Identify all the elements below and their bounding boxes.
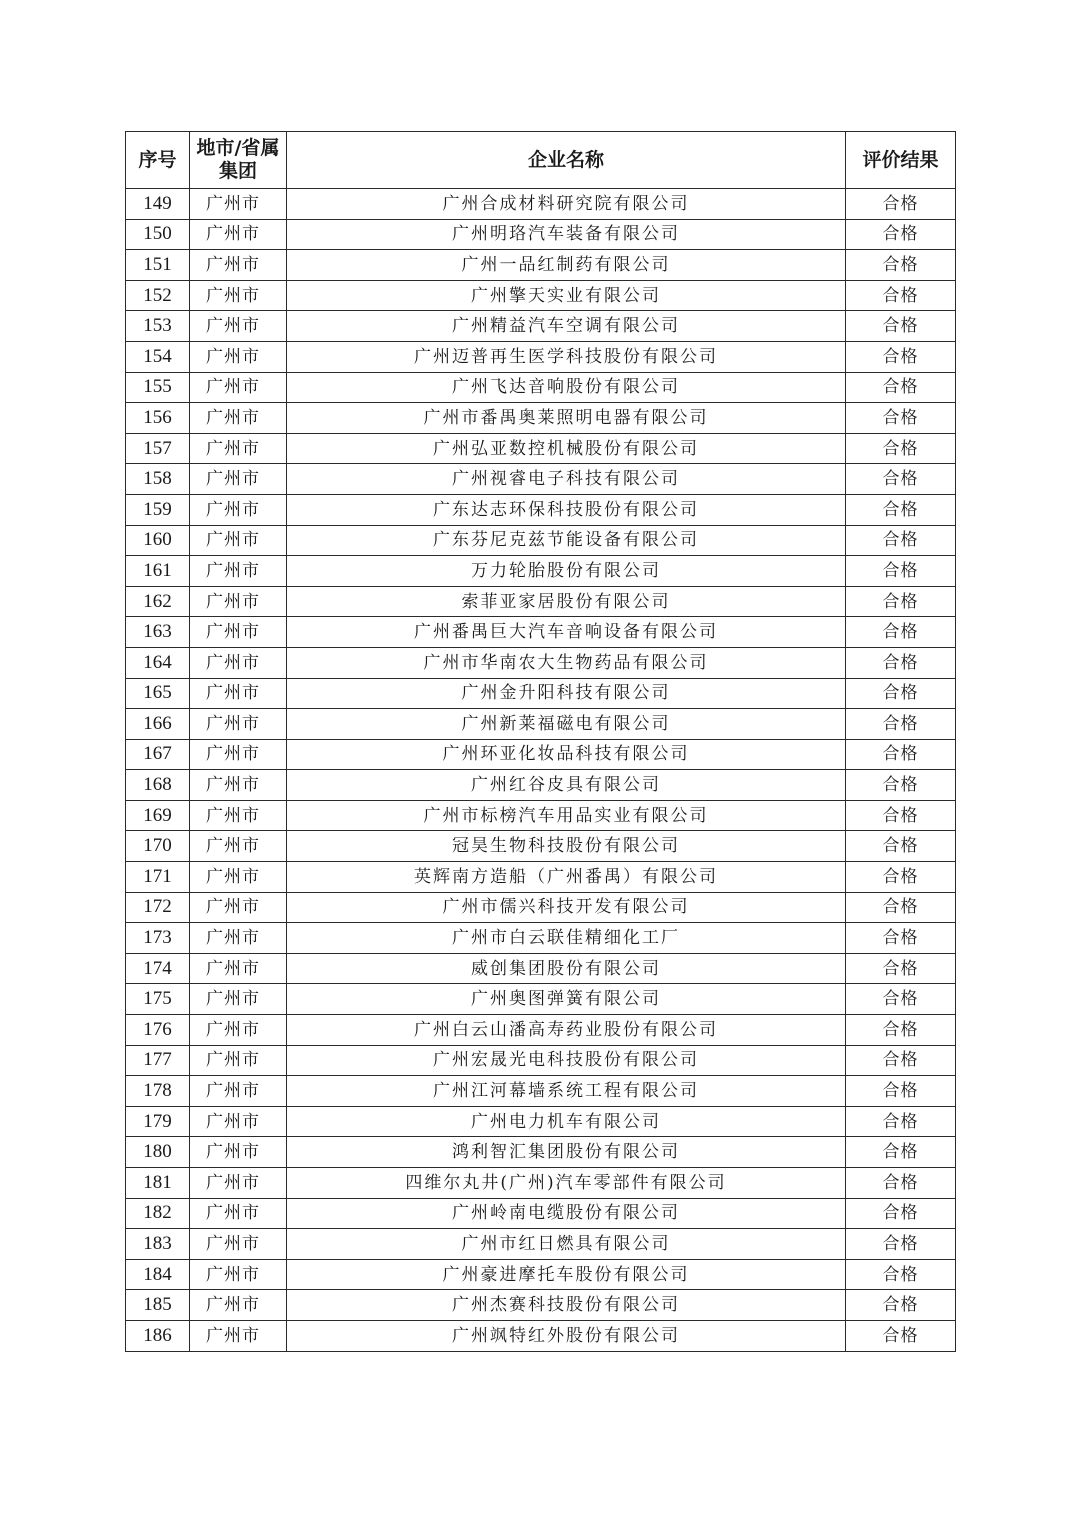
cell-num: 158 bbox=[126, 464, 190, 495]
table-row bbox=[126, 862, 956, 893]
cell-enterprise-name: 广州奥图弹簧有限公司 bbox=[287, 984, 846, 1015]
cell-num: 186 bbox=[126, 1320, 190, 1351]
table-row bbox=[126, 311, 956, 342]
cell-num: 167 bbox=[126, 739, 190, 770]
cell-enterprise-name: 广东芬尼克兹节能设备有限公司 bbox=[287, 525, 846, 556]
cell-enterprise-name: 广州宏晟光电科技股份有限公司 bbox=[287, 1045, 846, 1076]
enterprise-evaluation-table bbox=[125, 131, 956, 1352]
cell-result: 合格 bbox=[846, 525, 956, 556]
cell-city: 广州市 bbox=[190, 1259, 287, 1290]
table-row bbox=[126, 831, 956, 862]
cell-result: 合格 bbox=[846, 311, 956, 342]
cell-num: 175 bbox=[126, 984, 190, 1015]
cell-num: 155 bbox=[126, 372, 190, 403]
cell-enterprise-name: 四维尔丸井(广州)汽车零部件有限公司 bbox=[287, 1168, 846, 1199]
table-row bbox=[126, 1076, 956, 1107]
cell-city: 广州市 bbox=[190, 953, 287, 984]
cell-num: 170 bbox=[126, 831, 190, 862]
table-row bbox=[126, 250, 956, 281]
cell-enterprise-name: 广州弘亚数控机械股份有限公司 bbox=[287, 433, 846, 464]
table-row bbox=[126, 494, 956, 525]
cell-city: 广州市 bbox=[190, 862, 287, 893]
cell-num: 176 bbox=[126, 1015, 190, 1046]
cell-city: 广州市 bbox=[190, 1229, 287, 1260]
table-row bbox=[126, 280, 956, 311]
cell-num: 181 bbox=[126, 1168, 190, 1199]
table-row bbox=[126, 433, 956, 464]
cell-enterprise-name: 广州精益汽车空调有限公司 bbox=[287, 311, 846, 342]
cell-city: 广州市 bbox=[190, 678, 287, 709]
table-row bbox=[126, 1320, 956, 1351]
cell-enterprise-name: 广州环亚化妆品科技有限公司 bbox=[287, 739, 846, 770]
cell-enterprise-name: 广州新莱福磁电有限公司 bbox=[287, 709, 846, 740]
cell-city: 广州市 bbox=[190, 1320, 287, 1351]
table-row bbox=[126, 1229, 956, 1260]
cell-num: 161 bbox=[126, 556, 190, 587]
cell-num: 182 bbox=[126, 1198, 190, 1229]
cell-enterprise-name: 万力轮胎股份有限公司 bbox=[287, 556, 846, 587]
cell-result: 合格 bbox=[846, 433, 956, 464]
cell-enterprise-name: 广州市番禺奥莱照明电器有限公司 bbox=[287, 403, 846, 434]
cell-city: 广州市 bbox=[190, 586, 287, 617]
cell-result: 合格 bbox=[846, 831, 956, 862]
cell-result: 合格 bbox=[846, 892, 956, 923]
cell-result: 合格 bbox=[846, 1045, 956, 1076]
cell-enterprise-name: 广州迈普再生医学科技股份有限公司 bbox=[287, 341, 846, 372]
cell-result: 合格 bbox=[846, 984, 956, 1015]
header-city: 地市/省属集团 bbox=[190, 132, 287, 189]
cell-enterprise-name: 广州明珞汽车装备有限公司 bbox=[287, 219, 846, 250]
cell-result: 合格 bbox=[846, 678, 956, 709]
cell-result: 合格 bbox=[846, 250, 956, 281]
cell-city: 广州市 bbox=[190, 1137, 287, 1168]
cell-city: 广州市 bbox=[190, 647, 287, 678]
table-row bbox=[126, 586, 956, 617]
cell-enterprise-name: 广州市红日燃具有限公司 bbox=[287, 1229, 846, 1260]
table-header bbox=[126, 132, 956, 189]
cell-num: 160 bbox=[126, 525, 190, 556]
cell-num: 173 bbox=[126, 923, 190, 954]
cell-num: 184 bbox=[126, 1259, 190, 1290]
cell-enterprise-name: 广东达志环保科技股份有限公司 bbox=[287, 494, 846, 525]
cell-num: 159 bbox=[126, 494, 190, 525]
cell-enterprise-name: 广州合成材料研究院有限公司 bbox=[287, 189, 846, 220]
cell-result: 合格 bbox=[846, 1015, 956, 1046]
cell-city: 广州市 bbox=[190, 800, 287, 831]
cell-result: 合格 bbox=[846, 464, 956, 495]
cell-enterprise-name: 广州岭南电缆股份有限公司 bbox=[287, 1198, 846, 1229]
cell-enterprise-name: 广州飒特红外股份有限公司 bbox=[287, 1320, 846, 1351]
cell-result: 合格 bbox=[846, 280, 956, 311]
cell-result: 合格 bbox=[846, 1259, 956, 1290]
cell-result: 合格 bbox=[846, 1106, 956, 1137]
cell-enterprise-name: 广州擎天实业有限公司 bbox=[287, 280, 846, 311]
cell-enterprise-name: 鸿利智汇集团股份有限公司 bbox=[287, 1137, 846, 1168]
cell-city: 广州市 bbox=[190, 311, 287, 342]
cell-city: 广州市 bbox=[190, 617, 287, 648]
cell-enterprise-name: 广州飞达音响股份有限公司 bbox=[287, 372, 846, 403]
cell-enterprise-name: 广州豪进摩托车股份有限公司 bbox=[287, 1259, 846, 1290]
cell-city: 广州市 bbox=[190, 739, 287, 770]
cell-result: 合格 bbox=[846, 739, 956, 770]
cell-city: 广州市 bbox=[190, 984, 287, 1015]
cell-num: 172 bbox=[126, 892, 190, 923]
cell-city: 广州市 bbox=[190, 770, 287, 801]
table-row bbox=[126, 617, 956, 648]
cell-city: 广州市 bbox=[190, 1168, 287, 1199]
cell-result: 合格 bbox=[846, 403, 956, 434]
cell-num: 169 bbox=[126, 800, 190, 831]
cell-city: 广州市 bbox=[190, 525, 287, 556]
table-row bbox=[126, 1015, 956, 1046]
cell-city: 广州市 bbox=[190, 709, 287, 740]
cell-result: 合格 bbox=[846, 1076, 956, 1107]
table-row bbox=[126, 800, 956, 831]
cell-enterprise-name: 广州红谷皮具有限公司 bbox=[287, 770, 846, 801]
cell-result: 合格 bbox=[846, 1320, 956, 1351]
cell-result: 合格 bbox=[846, 494, 956, 525]
cell-result: 合格 bbox=[846, 770, 956, 801]
cell-enterprise-name: 索菲亚家居股份有限公司 bbox=[287, 586, 846, 617]
cell-num: 151 bbox=[126, 250, 190, 281]
cell-city: 广州市 bbox=[190, 923, 287, 954]
cell-enterprise-name: 冠昊生物科技股份有限公司 bbox=[287, 831, 846, 862]
cell-result: 合格 bbox=[846, 556, 956, 587]
cell-num: 171 bbox=[126, 862, 190, 893]
table-row bbox=[126, 1168, 956, 1199]
cell-enterprise-name: 广州白云山潘高寿药业股份有限公司 bbox=[287, 1015, 846, 1046]
cell-num: 168 bbox=[126, 770, 190, 801]
cell-num: 154 bbox=[126, 341, 190, 372]
table-row bbox=[126, 953, 956, 984]
table-row bbox=[126, 678, 956, 709]
header-name: 企业名称 bbox=[287, 132, 846, 189]
cell-num: 150 bbox=[126, 219, 190, 250]
cell-enterprise-name: 广州市标榜汽车用品实业有限公司 bbox=[287, 800, 846, 831]
cell-city: 广州市 bbox=[190, 464, 287, 495]
cell-enterprise-name: 威创集团股份有限公司 bbox=[287, 953, 846, 984]
cell-result: 合格 bbox=[846, 862, 956, 893]
cell-city: 广州市 bbox=[190, 494, 287, 525]
header-result: 评价结果 bbox=[846, 132, 956, 189]
cell-result: 合格 bbox=[846, 1137, 956, 1168]
cell-num: 185 bbox=[126, 1290, 190, 1321]
table-row bbox=[126, 341, 956, 372]
table-row bbox=[126, 892, 956, 923]
cell-result: 合格 bbox=[846, 953, 956, 984]
cell-city: 广州市 bbox=[190, 372, 287, 403]
cell-city: 广州市 bbox=[190, 1045, 287, 1076]
table-row bbox=[126, 1198, 956, 1229]
cell-result: 合格 bbox=[846, 341, 956, 372]
cell-city: 广州市 bbox=[190, 433, 287, 464]
table-row bbox=[126, 739, 956, 770]
header-num: 序号 bbox=[126, 132, 190, 189]
cell-result: 合格 bbox=[846, 800, 956, 831]
cell-num: 162 bbox=[126, 586, 190, 617]
cell-enterprise-name: 广州电力机车有限公司 bbox=[287, 1106, 846, 1137]
table-row bbox=[126, 464, 956, 495]
cell-num: 153 bbox=[126, 311, 190, 342]
cell-num: 179 bbox=[126, 1106, 190, 1137]
cell-enterprise-name: 广州一品红制药有限公司 bbox=[287, 250, 846, 281]
table-row bbox=[126, 984, 956, 1015]
cell-result: 合格 bbox=[846, 586, 956, 617]
cell-city: 广州市 bbox=[190, 250, 287, 281]
cell-city: 广州市 bbox=[190, 1015, 287, 1046]
cell-num: 157 bbox=[126, 433, 190, 464]
cell-city: 广州市 bbox=[190, 1106, 287, 1137]
table-row bbox=[126, 556, 956, 587]
cell-num: 180 bbox=[126, 1137, 190, 1168]
table-row bbox=[126, 525, 956, 556]
table-row bbox=[126, 1045, 956, 1076]
table-row bbox=[126, 372, 956, 403]
cell-num: 177 bbox=[126, 1045, 190, 1076]
table-row bbox=[126, 709, 956, 740]
cell-result: 合格 bbox=[846, 647, 956, 678]
cell-city: 广州市 bbox=[190, 1290, 287, 1321]
cell-result: 合格 bbox=[846, 1290, 956, 1321]
table-row bbox=[126, 1106, 956, 1137]
cell-result: 合格 bbox=[846, 1168, 956, 1199]
cell-result: 合格 bbox=[846, 923, 956, 954]
table-row bbox=[126, 1137, 956, 1168]
cell-num: 163 bbox=[126, 617, 190, 648]
table-row bbox=[126, 647, 956, 678]
table-row bbox=[126, 219, 956, 250]
cell-enterprise-name: 广州杰赛科技股份有限公司 bbox=[287, 1290, 846, 1321]
cell-city: 广州市 bbox=[190, 189, 287, 220]
cell-num: 152 bbox=[126, 280, 190, 311]
cell-city: 广州市 bbox=[190, 892, 287, 923]
cell-city: 广州市 bbox=[190, 341, 287, 372]
cell-enterprise-name: 广州市白云联佳精细化工厂 bbox=[287, 923, 846, 954]
cell-num: 178 bbox=[126, 1076, 190, 1107]
cell-num: 164 bbox=[126, 647, 190, 678]
header-row bbox=[126, 132, 956, 189]
cell-result: 合格 bbox=[846, 372, 956, 403]
cell-num: 183 bbox=[126, 1229, 190, 1260]
table-row bbox=[126, 1259, 956, 1290]
cell-city: 广州市 bbox=[190, 403, 287, 434]
cell-city: 广州市 bbox=[190, 831, 287, 862]
table-row bbox=[126, 403, 956, 434]
table-row bbox=[126, 923, 956, 954]
cell-enterprise-name: 广州江河幕墙系统工程有限公司 bbox=[287, 1076, 846, 1107]
cell-city: 广州市 bbox=[190, 219, 287, 250]
cell-num: 165 bbox=[126, 678, 190, 709]
cell-city: 广州市 bbox=[190, 556, 287, 587]
cell-enterprise-name: 广州视睿电子科技有限公司 bbox=[287, 464, 846, 495]
cell-enterprise-name: 广州金升阳科技有限公司 bbox=[287, 678, 846, 709]
cell-enterprise-name: 广州市华南农大生物药品有限公司 bbox=[287, 647, 846, 678]
table-row bbox=[126, 1290, 956, 1321]
cell-result: 合格 bbox=[846, 219, 956, 250]
cell-num: 166 bbox=[126, 709, 190, 740]
cell-result: 合格 bbox=[846, 709, 956, 740]
cell-result: 合格 bbox=[846, 1229, 956, 1260]
table-row bbox=[126, 770, 956, 801]
cell-city: 广州市 bbox=[190, 1198, 287, 1229]
cell-num: 149 bbox=[126, 189, 190, 220]
table-row bbox=[126, 189, 956, 220]
cell-city: 广州市 bbox=[190, 1076, 287, 1107]
cell-result: 合格 bbox=[846, 617, 956, 648]
cell-enterprise-name: 广州番禺巨大汽车音响设备有限公司 bbox=[287, 617, 846, 648]
cell-result: 合格 bbox=[846, 1198, 956, 1229]
cell-enterprise-name: 英辉南方造船（广州番禺）有限公司 bbox=[287, 862, 846, 893]
table-body bbox=[126, 189, 956, 1352]
cell-num: 174 bbox=[126, 953, 190, 984]
cell-enterprise-name: 广州市儒兴科技开发有限公司 bbox=[287, 892, 846, 923]
cell-city: 广州市 bbox=[190, 280, 287, 311]
cell-result: 合格 bbox=[846, 189, 956, 220]
cell-num: 156 bbox=[126, 403, 190, 434]
